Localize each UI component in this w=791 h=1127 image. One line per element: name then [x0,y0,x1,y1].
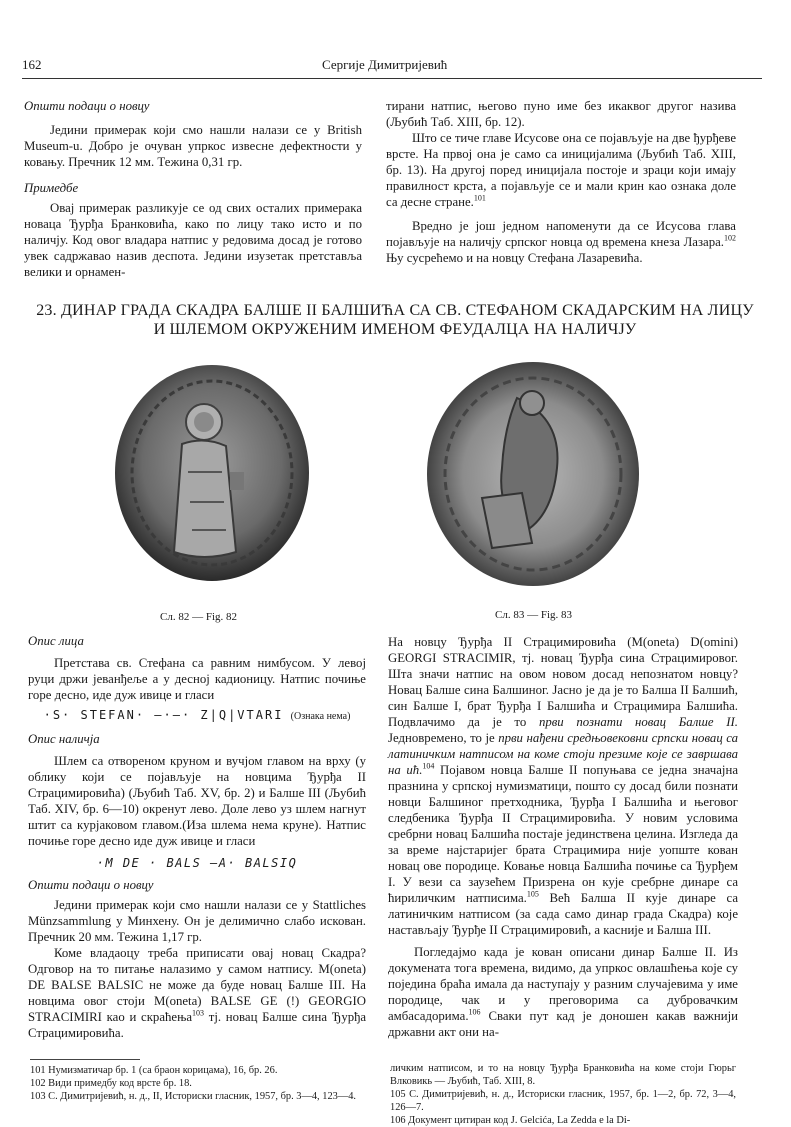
paragraph: Овај примерак разликује се од свих осталих примерака новаца Ђурђа Бранковића, како по лицу тако исто и по наличју. Код овог владара натпис у редовима досад је готово увек садржавао назив деспота. Једини изузетак претставља велики и орнамен- [24,201,362,279]
running-head: Сергије Димитријевић [322,57,448,72]
footnote-ref: 105 [526,889,539,899]
paragraph: Што се тиче главе Исусове она се појављује на две ђурђеве врсте. На првој она је само са иницијалима (Љубић Таб. XIII, бр. 13). На другој поред иницијала постоје и зраци који имају правилност крста, а појављује се и мали крин као ознака доле са десне стране.$^{101}$ [386,131,736,209]
footnote: 105 С. Димитријевић, н. д., Историски гласник, 1957, бр. 1—2, бр. 72, 3—4, 126—7. [390,1089,736,1113]
footnotes-right [390,1062,736,1127]
footnote-ref: 103 [192,1008,205,1018]
paragraph: Погледајмо када је кован описани динар Балше II. Из докумената тога времена, видимо, да упркос овлашћења које су поједина браћа имала да наступају у разним случајевима у име породице, чак и у преговорима са дубровачким амбасадорима.$^{106}$ Сваки пут кад је доношен какав важнији државни акт они на- [388,945,738,1039]
paragraph: Претстава св. Стефана са равним нимбусом. У левој руци држи јеванђеље а у десној кадионицу. Натпис почиње горе десно, иде дуж ивице и гласи [28,656,366,702]
figure-caption: Сл. 82 — Fig. 82 [160,611,237,623]
paragraph: Вредно је још једном напоменути да се Исусова глава појављује на наличју српског новца од времена кнеза Лазара.$^{102}$ Њу сусрећемо и на новцу Стефана Лазаревића. [386,219,736,265]
footnotes-left [30,1064,364,1103]
footnote-ref: 104 [422,761,435,771]
paragraph: Једини примерак који смо нашли налази се у British Museum-u. Добро је очуван упркос извесне дефектности у ковању. Пречник 12 мм. Тежина 0,31 гр. [24,123,362,169]
footnote-ref: 102 [724,233,736,243]
footnote: 101 Нумизматичар бр. 1 (са браон корицама), 16, бр. 26. [30,1065,278,1076]
paragraph: тирани натпис, његово пуно име без икаквог другог назива (Љубић Таб. XIII, бр. 12). [386,99,736,129]
page-number: 162 [22,57,42,72]
footnote: личким натписом, и то на новцу Ђурђа Бранковића на коме стоји Гюрьг Влковикь — Љубић, Таб. XIII, 8. [390,1063,736,1087]
footnote-ref: 106 [468,1007,481,1017]
general-info-heading: Општи подаци о новцу [24,99,150,113]
right-bottom-column [388,634,738,1040]
header-rule [22,78,762,79]
section-title: 23. ДИНАР ГРАДА СКАДРА БАЛШЕ II БАЛШИЋА СА СВ. СТЕФАНОМ СКАДАРСКИМ НА ЛИЦУ И ШЛЕМОМ ОКРУЖЕНИМ ИМЕНОМ ФЕУДАЛЦА НА НАЛИЧЈУ [36,302,754,338]
footnote-ref: 101 [473,193,486,203]
page-header [22,57,762,75]
inscription-reverse: ·M DE · BALS —A· BALSIQ [96,856,298,870]
general-info-heading: Општи подаци о новцу [28,878,154,892]
right-top-column [386,98,736,266]
left-top-column [24,98,362,280]
footnote-rule [30,1059,140,1060]
paragraph: На новцу Ђурђа II Страцимировића (M(oneta) D(omini) GEORGI STRACIMIR, тј. новац Ђурђа сина Страцимировог. Шта значи натпис на овом новом досад непознатом новцу? Новац Балше сина Балшиног. Јасно је да је то Балша II Балшић, син Балше I, брат Ђурђа I Балшића и Страцимира Балшића. Подвлачимо да је то први познати новац Балше II. Једновремено, то је први нађени средњовековни српски новац са латиничким натписом на коме стоји презиме које се завршава на ић.$^{104}$ Појавом новца Балше II попуњава се једна значајна празнина у српској нумизматици, пошто су досад били познати новци Балшиног претходника, Ђурђа I Балшића и његовог следбеника Ђурђа II Страцимировића. У новим условима сребрни новац Балшића постаје јединствена целина. Изгледа да за време најстаријег брата Страцимира није уопште кован новац ове породице. Ковање новца Балшића почиње са Ђурђем I. У вези са заузећем Призрена он кује сребрне динаре са ћириличким натписима.$^{105}$ Већ Балша II кује динаре са латиничким натписом (за сада само динар града Скадра) које настављају Ђурђе II Страцимировић, а касније и Балша III. [388,635,739,937]
coin-obverse-image [112,362,312,584]
remarks-heading: Примедбе [24,181,79,195]
inscription-obverse: ·S· STEFAN· —·—· Z|Q|VTARI (Ознака нема) [43,708,351,722]
left-bottom-column [28,633,366,1041]
footnote: 103 С. Димитријевић, н. д., II, Историски гласник, 1957, бр. 3—4, 123—4. [30,1091,357,1102]
paragraph: Коме владаоцу треба приписати овај новац Скадра? Одговор на то питање налазимо у самом натпису. M(oneta) DE BALSE BALSIC не може да буде новац Балше III. На новцима овог стоји M(oneta) BALSE GE (!) GEORGIO STRACIMIRI као и скраћења$^{103}$ тј. новац Балше сина Ђурђа Страцимировића. [28,946,366,1040]
reverse-heading: Опис наличја [28,732,100,746]
paragraph: Једини примерак који смо нашли налази се у Stattliches Münzsammlung у Минхену. Он је делимично слабо искован. Пречник 20 мм. Тежина 1,17 гр. [28,898,366,944]
figure-caption: Сл. 83 — Fig. 83 [495,609,572,621]
footnote: 102 Види примедбу код врсте бр. 18. [30,1078,192,1089]
paragraph: Шлем са отвореном круном и вучјом главом на врху (у облику који се појављује на новцима Ђурђа II Страцимировића) (Љубић Таб. XV, бр. 2) и Балше III (Љубић Таб. XIV, бр. 6—10) окренут лево. Доле лево уз шлем нагнут штит са курјаковом главом.(Иза шлема нема круне). Натпис почиње горе десно иде дуж ивице и гласи [28,754,366,848]
footnote: 106 Документ цитиран код J. Gelcića, La Zedda e la Di- [390,1115,631,1126]
obverse-heading: Опис лица [28,634,84,648]
coin-reverse-image [422,358,644,590]
